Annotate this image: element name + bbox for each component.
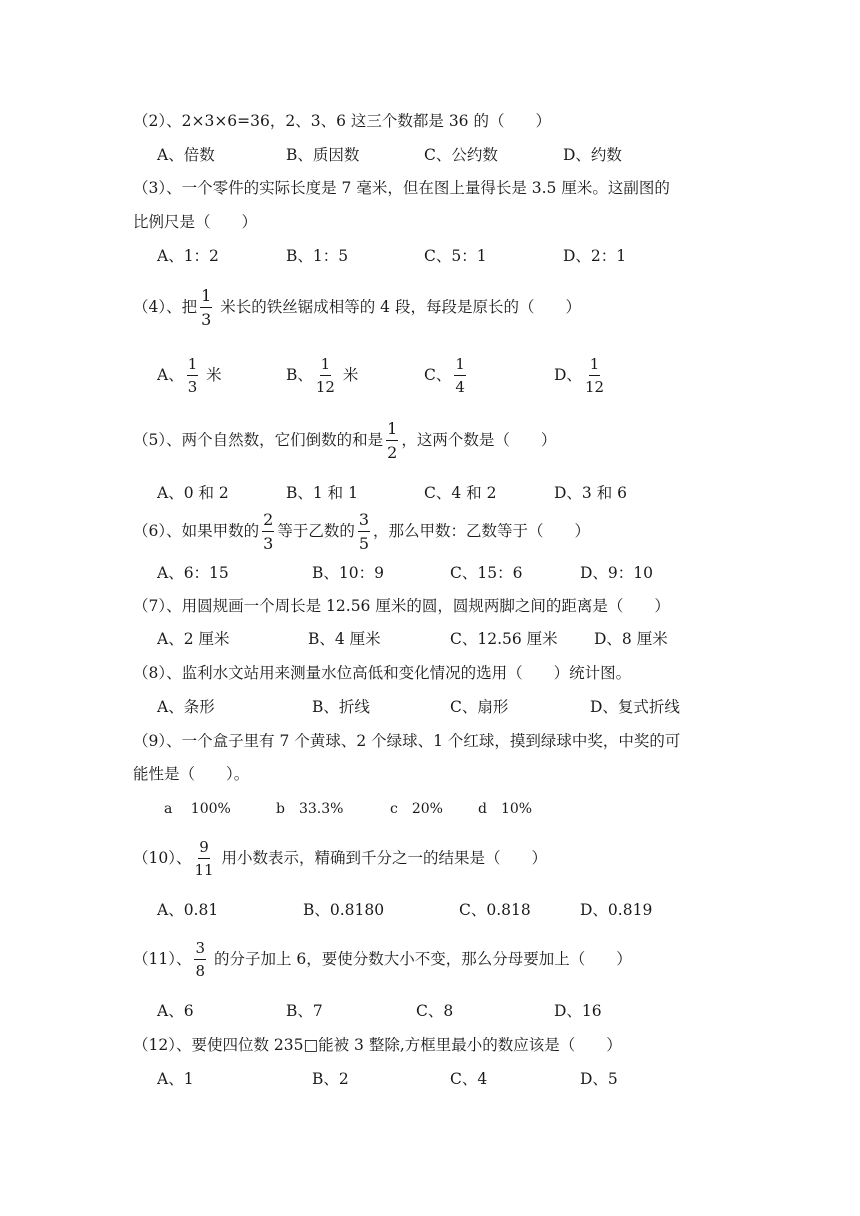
option-d: D、复式折线 bbox=[590, 698, 680, 716]
fraction-numerator: 1 bbox=[187, 357, 199, 376]
fraction-denominator: 12 bbox=[315, 378, 335, 396]
option-d: d 10% bbox=[478, 801, 533, 817]
option-d: D、16 bbox=[554, 1002, 602, 1020]
option-d: D、2：1 bbox=[563, 247, 627, 265]
option-b: B、0.8180 bbox=[303, 901, 385, 919]
option-label: C、 bbox=[424, 366, 452, 384]
option-d: D、3 和 6 bbox=[554, 484, 628, 502]
fraction bbox=[200, 288, 212, 328]
fraction bbox=[358, 512, 370, 552]
option-a: A、倍数 bbox=[157, 146, 215, 164]
fraction bbox=[262, 512, 274, 552]
option-b: B、折线 bbox=[312, 698, 370, 716]
question-text: （5）、两个自然数，它们倒数的和是 bbox=[133, 431, 384, 449]
fraction-numerator: 1 bbox=[386, 421, 398, 441]
fraction-denominator: 3 bbox=[201, 310, 212, 329]
question-text: （6）、如果甲数的 bbox=[133, 522, 260, 540]
fraction bbox=[316, 357, 335, 395]
fraction-numerator: 9 bbox=[198, 840, 210, 859]
question-text: ，那么甲数：乙数等于（ ） bbox=[373, 522, 591, 540]
fraction bbox=[187, 357, 199, 395]
option-c: C、15：6 bbox=[450, 564, 523, 582]
option-d bbox=[554, 353, 607, 397]
option-a: A、6 bbox=[157, 1002, 194, 1020]
fraction bbox=[454, 357, 466, 395]
fraction bbox=[194, 840, 213, 878]
question-text: 的分子加上 6，要使分数大小不变，那么分母要加上（ ） bbox=[209, 950, 632, 968]
option-a: A、0 和 2 bbox=[157, 484, 229, 502]
fraction-denominator: 4 bbox=[455, 378, 465, 396]
option-a: A、6：15 bbox=[157, 564, 229, 582]
option-c: C、5：1 bbox=[424, 247, 487, 265]
fraction bbox=[386, 421, 398, 461]
question-text: ，这两个数是（ ） bbox=[401, 431, 557, 449]
fraction-denominator: 2 bbox=[387, 443, 398, 462]
question-9-line-1: （9）、一个盒子里有 7 个黄球、2 个绿球、1 个红球，摸到绿球中奖，中奖的可 bbox=[133, 732, 681, 750]
fraction-denominator: 5 bbox=[358, 534, 370, 553]
fraction-denominator: 3 bbox=[187, 378, 198, 396]
option-b: b 33.3% bbox=[276, 801, 344, 817]
option-b: B、7 bbox=[286, 1002, 323, 1020]
fraction-numerator: 1 bbox=[200, 288, 212, 308]
option-a: A、1：2 bbox=[157, 247, 219, 265]
option-d: D、约数 bbox=[563, 146, 622, 164]
option-label: D、 bbox=[554, 366, 582, 384]
fraction-denominator: 11 bbox=[194, 861, 214, 879]
question-12: （12）、要使四位数 235□能被 3 整除,方框里最小的数应该是（ ） bbox=[133, 1036, 622, 1054]
question-3-line-1: （3）、一个零件的实际长度是 7 毫米，但在图上量得长是 3.5 厘米。这副图的 bbox=[133, 179, 670, 197]
question-9-line-2: 能性是（ ）。 bbox=[133, 765, 250, 783]
fraction-denominator: 3 bbox=[263, 534, 274, 553]
option-a: A、0.81 bbox=[157, 901, 219, 919]
option-d: D、8 厘米 bbox=[594, 630, 668, 648]
question-4 bbox=[133, 285, 581, 329]
option-a: a 100% bbox=[164, 801, 231, 817]
question-7: （7）、用圆规画一个周长是 12.56 厘米的圆，圆规两脚之间的距离是（ ） bbox=[133, 597, 670, 615]
option-c: C、12.56 厘米 bbox=[450, 630, 558, 648]
option-label: A、 bbox=[157, 366, 184, 384]
fraction-denominator: 12 bbox=[584, 378, 605, 396]
option-d: D、5 bbox=[580, 1070, 618, 1088]
option-c: c 20% bbox=[390, 801, 443, 817]
fraction-numerator: 3 bbox=[194, 941, 206, 960]
option-b: B、4 厘米 bbox=[308, 630, 381, 648]
question-11 bbox=[133, 937, 632, 981]
option-c: C、公约数 bbox=[424, 146, 498, 164]
option-b: B、1 和 1 bbox=[286, 484, 358, 502]
option-b: B、质因数 bbox=[286, 146, 360, 164]
option-label: B、 bbox=[286, 366, 313, 384]
option-c: C、扇形 bbox=[450, 698, 509, 716]
fraction bbox=[194, 941, 206, 979]
option-c: C、0.818 bbox=[459, 901, 531, 919]
option-d: D、9：10 bbox=[580, 564, 654, 582]
option-a: A、条形 bbox=[157, 698, 215, 716]
fraction-numerator: 1 bbox=[454, 357, 466, 376]
question-text: 用小数表示，精确到千分之一的结果是（ ） bbox=[216, 849, 548, 867]
option-b: B、10：9 bbox=[312, 564, 384, 582]
option-a: A、2 厘米 bbox=[157, 630, 230, 648]
fraction-numerator: 1 bbox=[589, 357, 601, 376]
option-unit: 米 bbox=[337, 366, 359, 384]
question-6 bbox=[133, 509, 590, 553]
option-c: C、4 和 2 bbox=[424, 484, 497, 502]
question-text: （11）、 bbox=[133, 950, 192, 968]
option-b: B、1：5 bbox=[286, 247, 349, 265]
option-b bbox=[286, 353, 358, 397]
question-text: （4）、把 bbox=[133, 298, 198, 316]
option-a bbox=[157, 353, 222, 397]
question-5 bbox=[133, 418, 556, 462]
option-c: C、8 bbox=[416, 1002, 454, 1020]
question-3-line-2: 比例尺是（ ） bbox=[133, 213, 258, 231]
fraction-numerator: 2 bbox=[262, 512, 274, 532]
question-8: （8）、监利水文站用来测量水位高低和变化情况的选用（ ）统计图。 bbox=[133, 664, 632, 682]
fraction-numerator: 1 bbox=[320, 357, 332, 376]
question-text: 等于乙数的 bbox=[277, 522, 355, 540]
question-text: 米长的铁丝锯成相等的 4 段，每段是原长的（ ） bbox=[215, 298, 581, 316]
fraction-denominator: 8 bbox=[195, 962, 206, 980]
question-text: （10）、 bbox=[133, 849, 192, 867]
option-b: B、2 bbox=[312, 1070, 349, 1088]
question-10 bbox=[133, 836, 547, 880]
option-a: A、1 bbox=[157, 1070, 194, 1088]
fraction-numerator: 3 bbox=[358, 512, 370, 532]
option-c: C、4 bbox=[450, 1070, 488, 1088]
option-c bbox=[424, 353, 469, 397]
question-2: （2）、2×3×6=36，2、3、6 这三个数都是 36 的（ ） bbox=[133, 112, 551, 130]
option-unit: 米 bbox=[201, 366, 222, 384]
option-d: D、0.819 bbox=[580, 901, 653, 919]
fraction bbox=[585, 357, 604, 395]
